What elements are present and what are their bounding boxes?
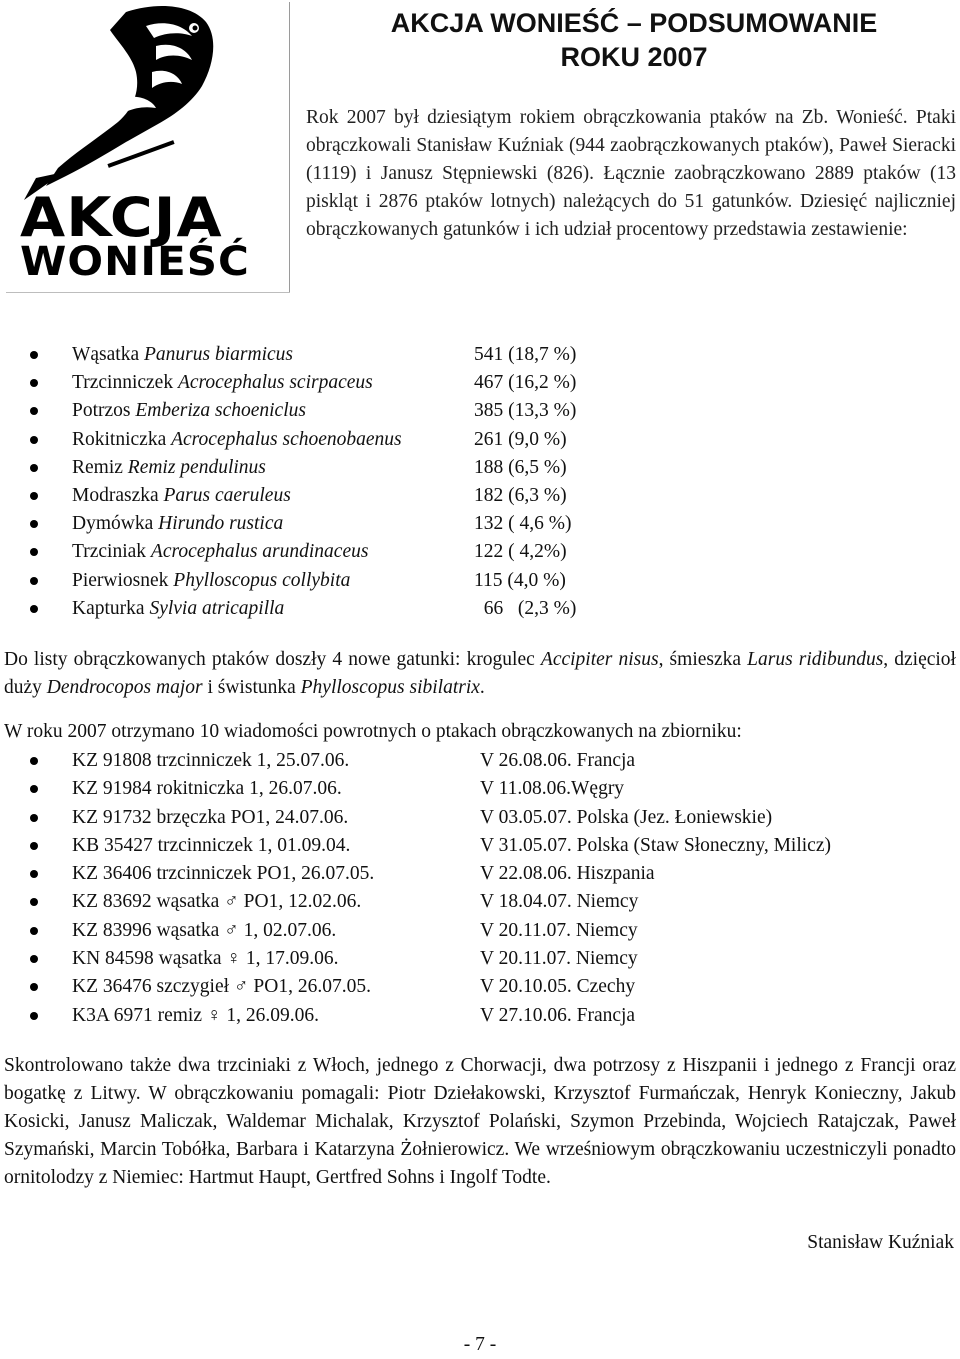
closing-paragraph: Skontrolowano także dwa trzciniaki z Włoch, jednego z Chorwacji, dwa potrzosy z Hiszpanii i jednego z Francji oraz bogatkę z Litwy. W obrączkowaniu pomagali: Piotr Dziełakowski, Krzysztof Furmańczak, Henryk Konieczny, Jakub Kosicki, Janusz Maliczak, Waldemar Michalak, Krzysztof Polański, Szymon Przebinda, Wojciech Ratajczak, Paweł Szymański, Marcin Tobółka, Barbara i Katarzyna Żołnierowicz. We wrześniowym obrączkowaniu uczestniczyli ponadto ornitolodzy z Niemiec: Hartmut Haupt, Gertfred Sohns i Ingolf Todte.	[4, 1055, 956, 1188]
bullet-icon	[30, 492, 38, 500]
bullet-icon	[30, 577, 38, 585]
bullet-icon	[30, 927, 38, 935]
logo-frame-bottom	[6, 292, 290, 293]
bullet-icon	[30, 785, 38, 793]
bullet-icon	[30, 983, 38, 991]
bullet-icon	[30, 407, 38, 415]
bullet-icon	[30, 605, 38, 613]
title-line-1: AKCJA WONIEŚĆ – PODSUMOWANIE	[390, 8, 878, 38]
bullet-icon	[30, 520, 38, 528]
new-species-paragraph: Do listy obrączkowanych ptaków doszły 4 nowe gatunki: krogulec Accipiter nisus, śmieszka Larus ridibundus, dzięcioł duży Dendrocopos major i świstunka Phylloscopus sibilatrix.	[4, 649, 956, 698]
page-title	[354, 6, 914, 74]
author-signature: Stanisław Kuźniak	[807, 1232, 954, 1253]
intro-paragraph: Rok 2007 był dziesiątym rokiem obrączkowania ptaków na Zb. Wonieść. Ptaki obrączkowali Stanisław Kuźniak (944 zaobrączkowanych ptaków), Paweł Sieracki (1119) i Janusz Stępniewski (826). Łącznie zaobrączkowano 2889 ptaków (13 piskląt i 2876 ptaków lotnych) należących do 51 gatunków. Dziesięć najliczniej obrączkowanych gatunków i ich udział procentowy przedstawia zestawienie:	[306, 107, 956, 240]
bullet-icon	[30, 842, 38, 850]
page-number: - 7 -	[463, 1334, 497, 1355]
logo-line-2: WONIEŚĆ	[20, 239, 250, 285]
logo-line-1: AKCJA	[20, 186, 223, 249]
bullet-icon	[30, 351, 38, 359]
bullet-icon	[30, 757, 38, 765]
bullet-icon	[30, 814, 38, 822]
bullet-icon	[30, 870, 38, 878]
bullet-icon	[30, 379, 38, 387]
bullet-icon	[30, 464, 38, 472]
bullet-icon	[30, 1012, 38, 1020]
akcja-wonies-logo	[6, 2, 290, 294]
recoveries-intro: W roku 2007 otrzymano 10 wiadomości powrotnych o ptakach obrączkowanych na zbiorniku:	[4, 721, 742, 742]
title-line-2: ROKU 2007	[560, 42, 708, 72]
logo-frame-right	[289, 2, 290, 292]
bullet-icon	[30, 955, 38, 963]
bullet-icon	[30, 898, 38, 906]
bullet-icon	[30, 436, 38, 444]
bullet-icon	[30, 548, 38, 556]
bird-icon	[6, 2, 290, 202]
